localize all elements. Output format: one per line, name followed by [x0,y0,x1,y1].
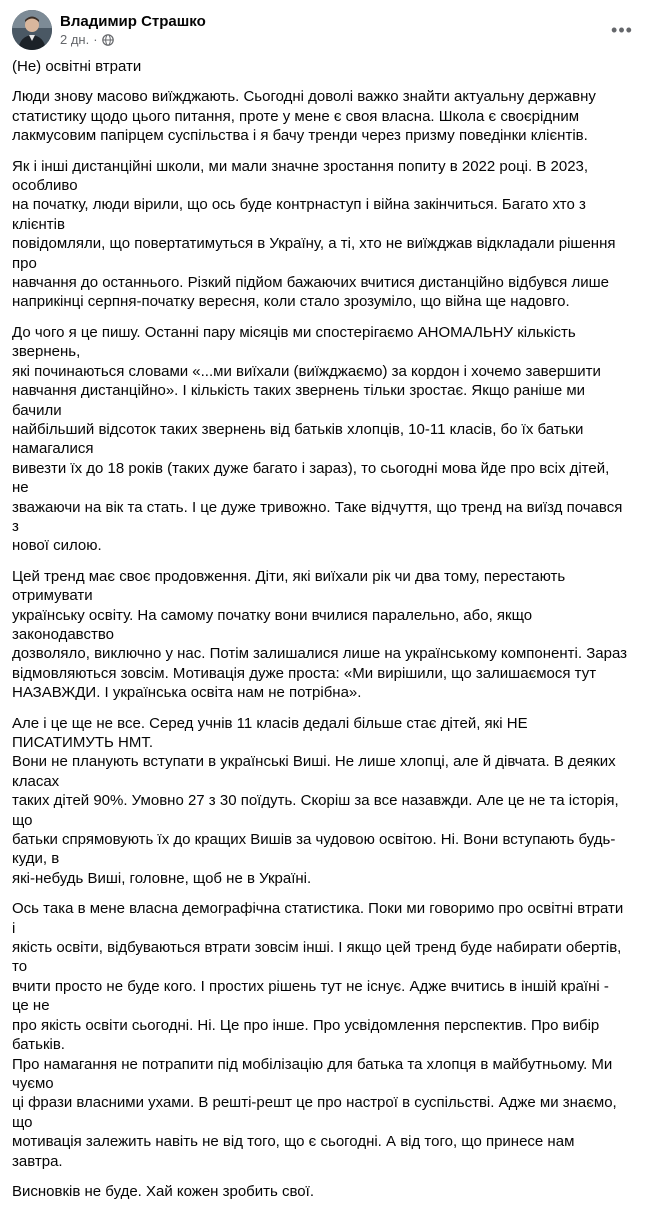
post-paragraph-3: До чого я це пишу. Останні пару місяців ми спостерігаємо АНОМАЛЬНУ кількість звернень, які починаються словами «...ми виїхали (виїжджаємо) за кордон і хочемо завершити навчання дистанційно». І кількість таких звернень тільки зростає. Якщо раніше ми бачили найбільший відсоток таких звернень від батьків хлопців, 10-11 класів, бо їх батьки намагалися вивезти їх до 18 років (таких дуже багато і зараз), то сьогодні мова йде про всіх дітей, не зважаючи на вік та стать. І це дуже тривожно. Таке відчуття, що тренд на виїзд почався з нової силою. [12,323,623,555]
post-time[interactable]: 2 дн. [60,32,90,47]
post-paragraph-7: Висновків не буде. Хай кожен зробить свої. [12,1182,314,1200]
post-paragraph-2: Як і інші дистанційні школи, ми мали значне зростання попиту в 2022 році. В 2023, особливо на початку, люди вірили, що ось буде контрнаступ і війна закінчиться. Багато хто з клієнтів повідомляли, що повертатимуться в Україну, а ті, хто не виїжджав відкладали рішення про навчання до останнього. Різкий підйом бажаючих вчитися дистанційно відбувся лише наприкінці серпня-початку вересня, коли стало зрозуміло, що війна ще надовго. [12,157,616,311]
post-meta [60,32,114,48]
post-paragraph-4: Цей тренд має своє продовження. Діти, які виїхали рік чи два тому, перестають отримувати українську освіту. На самому початку вони вчилися паралельно, або, якщо законодавство дозволяло, виключно у нас. Потім залишалися лише на українському компоненті. Зараз відмовляються зовсім. Мотивація дуже проста: «Ми вирішили, що залишаємося тут НАЗАВЖДИ. І українська освіта нам не потрібна». [12,567,627,702]
more-options-button[interactable]: ••• [611,19,633,40]
post-header [12,10,640,50]
post-paragraph-1: Люди знову масово виїжджають. Сьогодні доволі важко знайти актуальну державну статистику щодо цього питання, проте у мене є своя власна. Школа є своєрідним лакмусовим папірцем суспільства і я бачу тренди через призму поведінки клієнтів. [12,88,596,145]
post-title: (Не) освітні втрати [12,58,142,75]
globe-icon[interactable] [102,34,114,46]
post-content [12,57,628,1212]
post-paragraph-6: Ось така в мене власна демографічна статистика. Поки ми говоримо про освітні втрати і якість освіти, відбуваються втрати зовсім інші. І якщо цей тренд буде набирати обертів, то вчити просто не буде кого. І простих рішень тут не існує. Адже вчитись в іншій країні - це не про якість освіти сьогодні. Ні. Це про інше. Про усвідомлення перспектив. Про вибір батьків. Про намагання не потрапити під мобілізацію для батька та хлопця в майбутньому. Ми чуємо ці фрази власними ухами. В решті-решт це про настрої в суспільстві. Адже ми знаємо, що мотивація залежить навіть не від того, що є сьогодні. А від того, що принесе нам завтра. [12,900,624,1170]
author-name[interactable]: Владимир Страшко [60,13,206,30]
post-paragraph-5: Але і це ще не все. Серед учнів 11 класів дедалі більше стає дітей, які НЕ ПИСАТИМУТЬ НМТ. Вони не планують вступати в українські Виші. Не лише хлопці, але й дівчата. В деяких класах таких дітей 90%. Умовно 27 з 30 поїдуть. Скоріш за все назавжди. Але це не та історія, що батьки спрямовують їх до кращих Вишів за чудовою освітою. Ні. Вони вступають будь-куди, в які-небудь Виші, головне, щоб не в Україні. [12,714,619,887]
author-avatar[interactable] [12,10,52,50]
avatar-image [12,10,52,50]
meta-separator: · [93,32,98,47]
